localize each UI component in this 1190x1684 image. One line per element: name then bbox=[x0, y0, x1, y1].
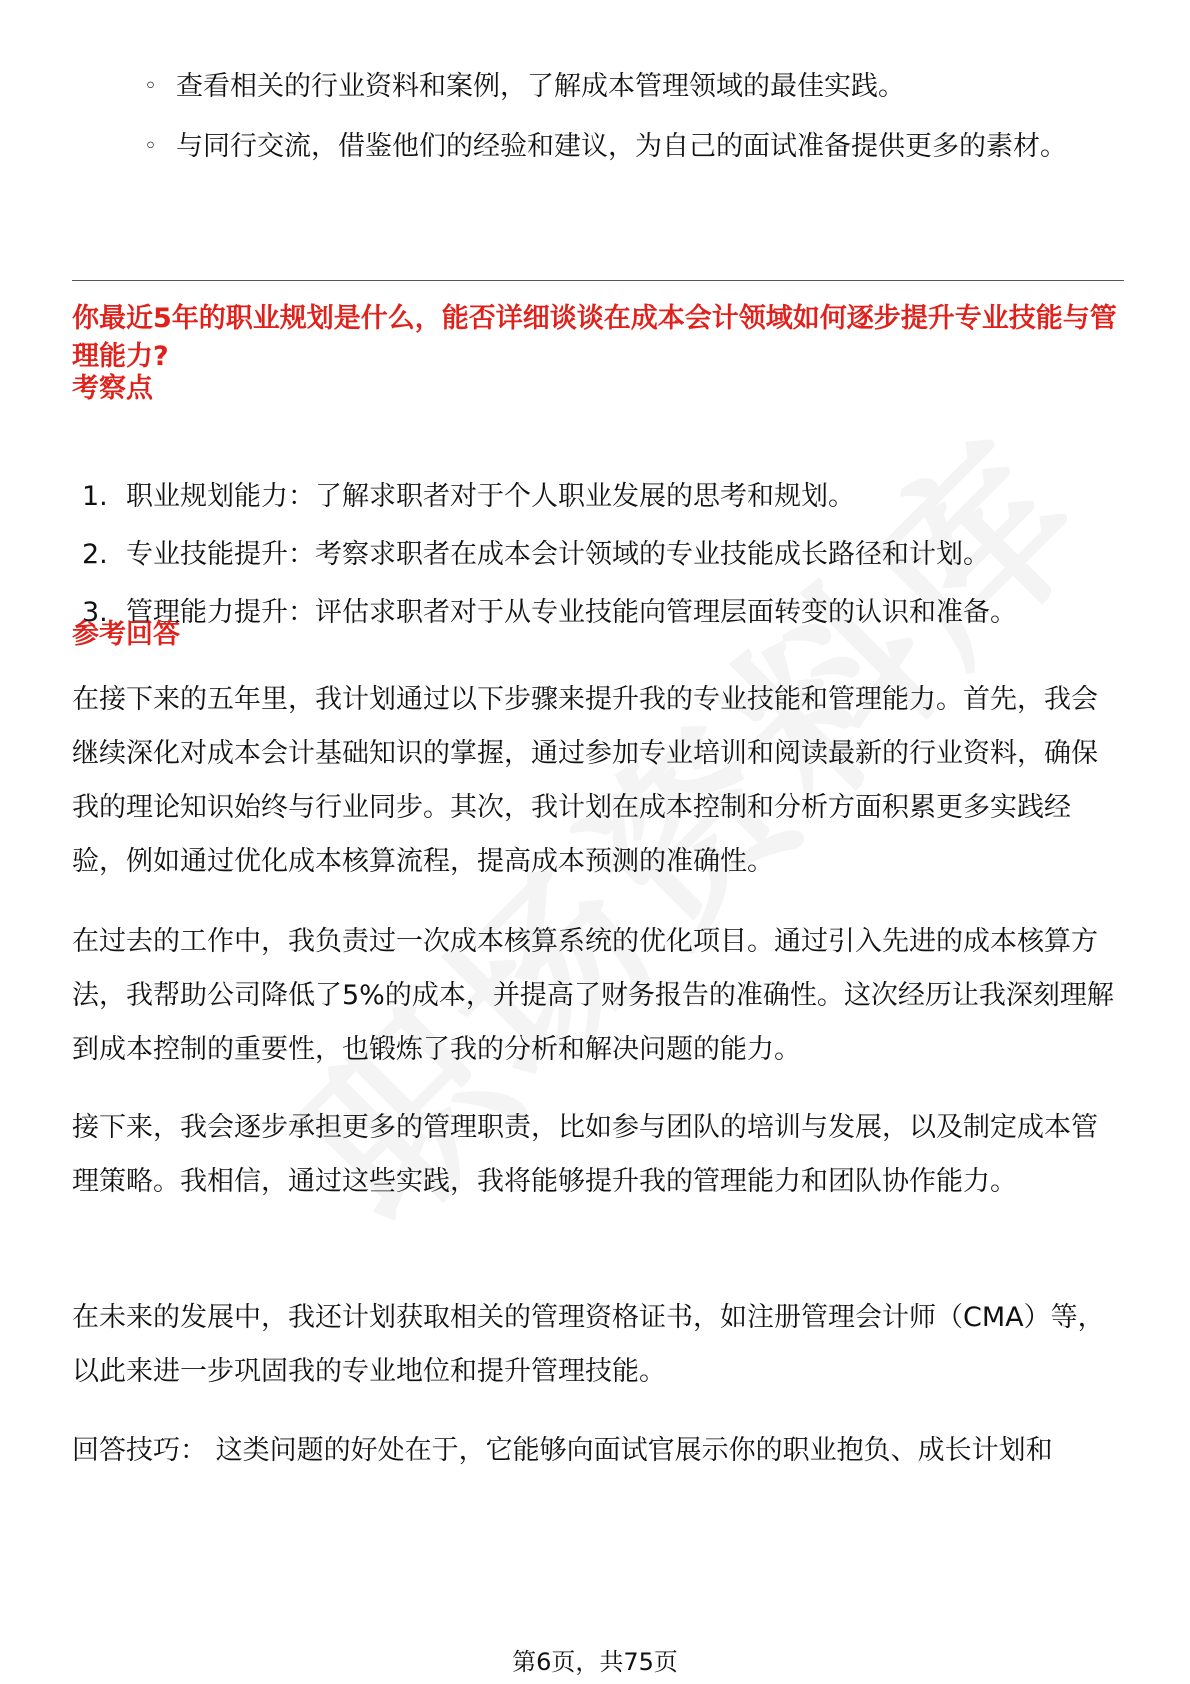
section-divider bbox=[72, 280, 1124, 281]
reference-heading: 参考回答 bbox=[72, 619, 180, 650]
list-number: 2. bbox=[82, 539, 108, 570]
answer-paragraph: 在未来的发展中，我还计划获取相关的管理资格证书，如注册管理会计师（CMA）等，以此来进一步巩固我的专业地位和提升管理技能。 bbox=[72, 1302, 1105, 1387]
answer-paragraph: 在过去的工作中，我负责过一次成本核算系统的优化项目。通过引入先进的成本核算方法，我帮助公司降低了5%的成本，并提高了财务报告的准确性。这次经历让我深刻理解到成本控制的重要性，也锻炼了我的分析和解决问题的能力。 bbox=[72, 926, 1114, 1065]
answer-paragraph: 接下来，我会逐步承担更多的管理职责，比如参与团队的培训与发展，以及制定成本管理策略。我相信，通过这些实践，我将能够提升我的管理能力和团队协作能力。 bbox=[72, 1112, 1098, 1197]
question-heading: 你最近5年的职业规划是什么，能否详细谈谈在成本会计领域如何逐步提升专业技能与管理能力? bbox=[72, 303, 1117, 372]
list-item bbox=[82, 584, 1122, 642]
list-item bbox=[82, 468, 1122, 526]
list-item bbox=[82, 526, 1122, 584]
answer-paragraph: 在接下来的五年里，我计划通过以下步骤来提升我的专业技能和管理能力。首先，我会继续深化对成本会计基础知识的掌握，通过参加专业培训和阅读最新的行业资料，确保我的理论知识始终与行业同步。其次，我计划在成本控制和分析方面积累更多实践经验，例如通过优化成本核算流程，提高成本预测的准确性。 bbox=[72, 684, 1098, 877]
bullet-text: 与同行交流，借鉴他们的经验和建议，为自己的面试准备提供更多的素材。 bbox=[176, 131, 1067, 162]
page-number: 第6页，共75页 bbox=[512, 1648, 678, 1676]
considerations-heading: 考察点 bbox=[72, 373, 153, 404]
answer-tips: 回答技巧： 这类问题的好处在于，它能够向面试官展示你的职业抱负、成长计划和 bbox=[72, 1435, 1053, 1466]
list-number: 1. bbox=[82, 481, 108, 512]
bullet-list bbox=[140, 60, 1100, 180]
list-item bbox=[140, 120, 1100, 174]
list-text: 职业规划能力：了解求职者对于个人职业发展的思考和规划。 bbox=[126, 481, 855, 512]
list-text: 专业技能提升：考察求职者在成本会计领域的专业技能成长路径和计划。 bbox=[126, 539, 990, 570]
list-number: 3. bbox=[82, 597, 108, 628]
bullet-text: 查看相关的行业资料和案例，了解成本管理领域的最佳实践。 bbox=[176, 71, 905, 102]
considerations-list bbox=[82, 468, 1122, 642]
list-item bbox=[140, 60, 1100, 114]
list-text: 管理能力提升：评估求职者对于从专业技能向管理层面转变的认识和准备。 bbox=[126, 597, 1017, 628]
bullet-circle-icon: ◦ bbox=[144, 134, 157, 159]
bullet-circle-icon: ◦ bbox=[144, 74, 157, 99]
